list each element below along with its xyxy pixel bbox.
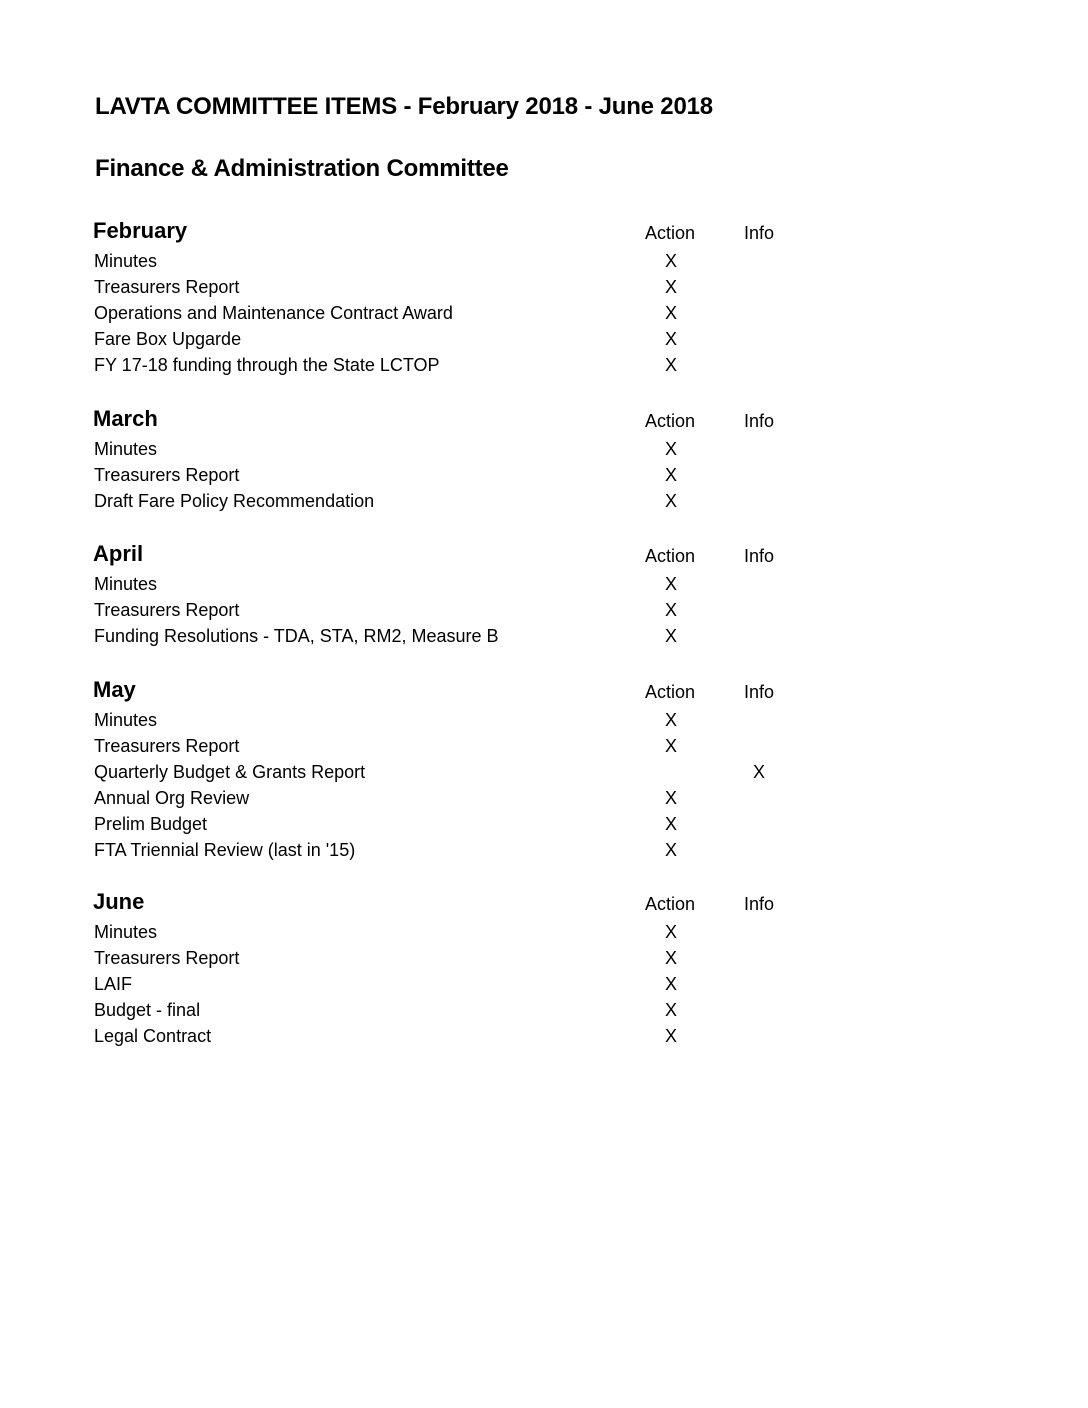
item-row (0, 947, 1088, 973)
item-label: FY 17-18 funding through the State LCTOP (94, 355, 440, 375)
item-label: LAIF (94, 974, 133, 994)
item-row (0, 813, 1088, 839)
committee-title: Finance & Administration Committee (95, 155, 509, 182)
action-column-header: Action (645, 546, 696, 566)
item-row (0, 999, 1088, 1025)
item-label: Annual Org Review (94, 788, 250, 808)
action-mark: X (664, 710, 677, 730)
item-label: Treasurers Report (94, 600, 240, 620)
action-mark: X (664, 840, 677, 860)
action-mark: X (664, 465, 677, 485)
action-mark: X (664, 600, 677, 620)
item-row (0, 302, 1088, 328)
action-mark: X (664, 1026, 677, 1046)
item-row (0, 599, 1088, 625)
item-label: Fare Box Upgarde (94, 329, 242, 349)
item-row (0, 625, 1088, 651)
info-column-header: Info (744, 546, 775, 566)
item-label: Treasurers Report (94, 736, 240, 756)
item-label: Minutes (94, 251, 158, 271)
info-column-header: Info (744, 682, 775, 702)
action-mark: X (664, 355, 677, 375)
item-label: Minutes (94, 574, 158, 594)
item-row (0, 354, 1088, 380)
action-mark: X (664, 303, 677, 323)
action-mark: X (664, 329, 677, 349)
item-label: Treasurers Report (94, 948, 240, 968)
item-label: Operations and Maintenance Contract Award (94, 303, 453, 323)
item-row (0, 973, 1088, 999)
item-list (0, 438, 1088, 516)
action-mark: X (664, 491, 677, 511)
action-mark: X (664, 814, 677, 834)
document-title: LAVTA COMMITTEE ITEMS - February 2018 - June 2018 (95, 93, 713, 120)
month-heading: May (93, 677, 136, 702)
month-heading: April (93, 541, 144, 566)
item-row (0, 490, 1088, 516)
info-mark: X (752, 762, 765, 782)
action-mark: X (664, 788, 677, 808)
action-column-header: Action (645, 894, 696, 914)
item-label: Prelim Budget (94, 814, 208, 834)
item-label: Quarterly Budget & Grants Report (94, 762, 366, 782)
item-row (0, 250, 1088, 276)
item-row (0, 735, 1088, 761)
item-list (0, 250, 1088, 380)
action-column-header: Action (645, 682, 696, 702)
item-label: Treasurers Report (94, 277, 240, 297)
action-mark: X (664, 626, 677, 646)
month-heading: June (93, 889, 145, 914)
item-label: Minutes (94, 710, 158, 730)
item-row (0, 921, 1088, 947)
info-column-header: Info (744, 894, 775, 914)
item-label: Minutes (94, 922, 158, 942)
action-mark: X (664, 251, 677, 271)
action-column-header: Action (645, 223, 696, 243)
item-list (0, 709, 1088, 865)
item-label: FTA Triennial Review (last in '15) (94, 840, 356, 860)
info-column-header: Info (744, 411, 775, 431)
item-label: Draft Fare Policy Recommendation (94, 491, 375, 511)
item-label: Budget - final (94, 1000, 201, 1020)
item-row (0, 1025, 1088, 1051)
item-row (0, 839, 1088, 865)
item-list (0, 921, 1088, 1051)
item-row (0, 573, 1088, 599)
action-mark: X (664, 736, 677, 756)
item-label: Funding Resolutions - TDA, STA, RM2, Measure B (94, 626, 499, 646)
action-mark: X (664, 922, 677, 942)
item-row (0, 328, 1088, 354)
action-column-header: Action (645, 411, 696, 431)
item-row (0, 761, 1088, 787)
item-row (0, 787, 1088, 813)
item-label: Minutes (94, 439, 158, 459)
action-mark: X (664, 277, 677, 297)
item-label: Treasurers Report (94, 465, 240, 485)
action-mark: X (664, 439, 677, 459)
action-mark: X (664, 1000, 677, 1020)
month-heading: February (93, 218, 188, 243)
item-label: Legal Contract (94, 1026, 212, 1046)
item-row (0, 709, 1088, 735)
action-mark: X (664, 948, 677, 968)
info-column-header: Info (744, 223, 775, 243)
item-row (0, 276, 1088, 302)
item-row (0, 438, 1088, 464)
action-mark: X (664, 574, 677, 594)
item-list (0, 573, 1088, 651)
month-heading: March (93, 406, 158, 431)
action-mark: X (664, 974, 677, 994)
item-row (0, 464, 1088, 490)
